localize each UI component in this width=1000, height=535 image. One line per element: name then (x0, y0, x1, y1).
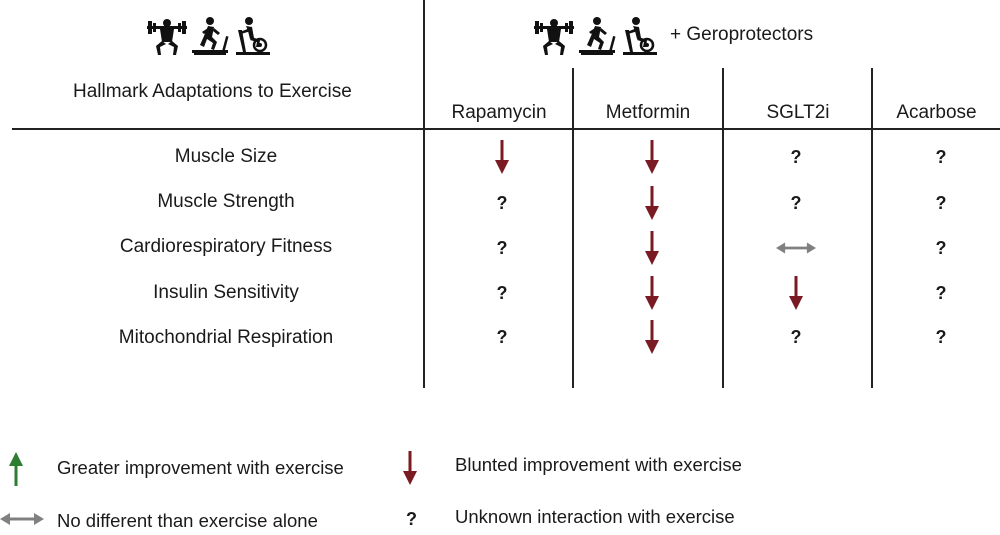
cell-unknown-icon: ? (935, 237, 947, 258)
cell-down-icon (632, 317, 672, 357)
cell-unknown-icon: ? (496, 326, 508, 347)
row-label-muscle-size: Muscle Size (174, 146, 278, 167)
row-label-mitochondrial-respiration: Mitochondrial Respiration (118, 327, 334, 348)
cell-down-icon (632, 183, 672, 223)
legend-unknown-text: Unknown interaction with exercise (455, 506, 735, 527)
cell-unknown-icon: ? (790, 192, 802, 213)
cell-unknown-icon: ? (935, 192, 947, 213)
exercise-icons-left (146, 12, 274, 56)
treadmill-running-icon (577, 16, 617, 56)
exercise-icons-right (533, 12, 661, 56)
row-label-cardiorespiratory-fitness: Cardiorespiratory Fitness (119, 236, 333, 257)
cell-down-icon (632, 137, 672, 177)
cell-unknown-icon: ? (935, 326, 947, 347)
column-header-sglt2i: SGLT2i (766, 102, 830, 123)
legend-up-symbol (8, 452, 28, 486)
left-panel-title: Hallmark Adaptations to Exercise (73, 81, 352, 102)
legend-down-text: Blunted improvement with exercise (455, 454, 742, 475)
legend-down-symbol (402, 451, 422, 485)
legend-same-symbol (0, 512, 44, 528)
weightlifting-icon (146, 16, 188, 56)
stationary-bike-icon (232, 16, 274, 56)
cell-down-icon (482, 137, 522, 177)
column-header-metformin: Metformin (605, 102, 691, 123)
cell-unknown-icon: ? (935, 146, 947, 167)
column-header-rapamycin: Rapamycin (451, 102, 547, 123)
treadmill-running-icon (190, 16, 230, 56)
cell-unknown-icon: ? (496, 237, 508, 258)
cell-down-icon (632, 273, 672, 313)
legend-unknown-symbol: ? (406, 509, 417, 529)
row-label-muscle-strength: Muscle Strength (157, 191, 295, 212)
stationary-bike-icon (619, 16, 661, 56)
header-rule (12, 128, 1000, 130)
cell-unknown-icon: ? (496, 282, 508, 303)
cell-unknown-icon: ? (496, 192, 508, 213)
cell-same-icon (776, 228, 816, 268)
column-header-acarbose: Acarbose (896, 102, 977, 123)
legend-up-text: Greater improvement with exercise (57, 457, 344, 478)
geroprotectors-label: + Geroprotectors (670, 24, 814, 45)
cell-unknown-icon: ? (790, 146, 802, 167)
cell-unknown-icon: ? (790, 326, 802, 347)
cell-unknown-icon: ? (935, 282, 947, 303)
row-label-insulin-sensitivity: Insulin Sensitivity (153, 282, 299, 303)
legend-same-text: No different than exercise alone (57, 510, 318, 531)
weightlifting-icon (533, 16, 575, 56)
cell-down-icon (632, 228, 672, 268)
cell-down-icon (776, 273, 816, 313)
